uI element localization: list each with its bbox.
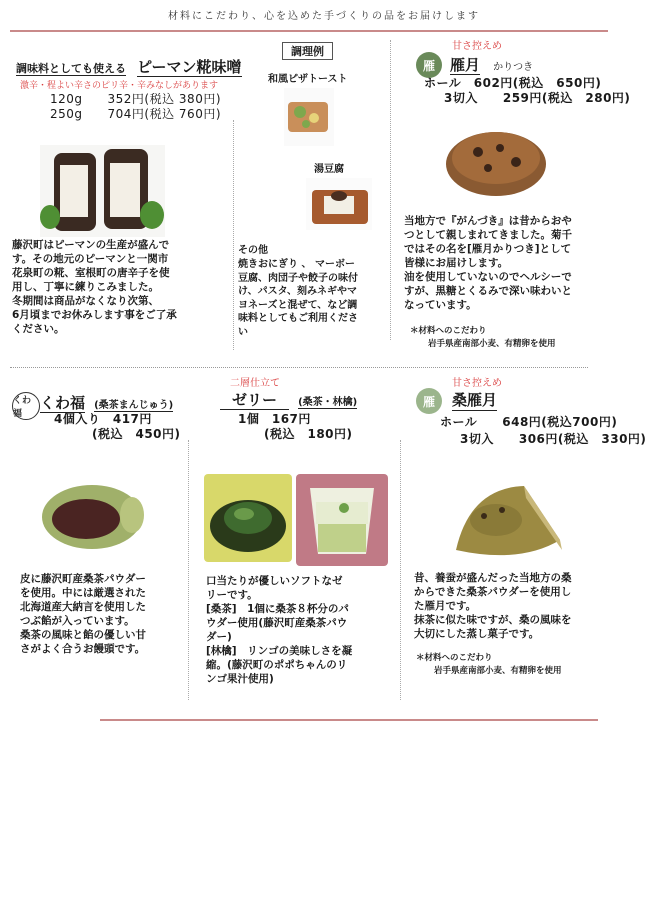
recipe-other-text: 焼きおにぎり 、 マーボー 豆腐、肉団子や餃子の味付 け、パスタ、刻みネギやマ ヨネーズと混ぜて、など調 味料としてもご利用くださ い: [238, 259, 358, 338]
kuwafuku-name: くわ福: [40, 394, 86, 412]
recipe-item-tofu: 湯豆腐: [314, 164, 344, 175]
kuwafuku-price: 4個入り 417円: [54, 412, 152, 426]
karigetsu-tag: 甘さ控えめ: [452, 41, 502, 52]
kuwakarigetsu-name: 桑雁月: [452, 391, 498, 409]
jelly-sub: (桑茶・林檎): [298, 397, 358, 408]
karigetsu-title: [450, 54, 533, 75]
tagline: 材料にこだわり、心を込めた手づくりの品をお届けします: [168, 11, 480, 22]
jelly-ringo-photo: [296, 474, 388, 566]
recipe-item-pizza: 和風ピザトースト: [268, 74, 348, 85]
jelly-price-tax: (税込 180円): [264, 427, 353, 441]
piman-spice-line: 激辛・程よい辛さのピリ辛・辛みなしがあります: [20, 81, 219, 91]
piman-name: ピーマン糀味噌: [137, 58, 242, 76]
bottom-divider: [100, 719, 598, 721]
kuwafuku-manju-photo: [40, 475, 146, 553]
karigetsu-description: 当地方で『がんづき』は昔からおや つとして親しまれてきました。菊千 ではその名を[雁月かりつき]として 皆様にお届けします。 油を使用していないのでヘルシーで すが、黒糖とくるみで深い味わいと なっています。: [404, 215, 572, 311]
karigetsu-note: 岩手県産南部小麦、有精卵を使用: [428, 339, 556, 349]
piman-price-120: 120g 352円(税込 380円): [50, 92, 222, 106]
yudofu-photo: [306, 178, 372, 230]
kuwakarigetsu-price-whole: ホール 648円(税込700円): [440, 415, 618, 429]
kuwakarigetsu-price-3: 3切入 306円(税込 330円): [460, 432, 647, 446]
piman-prefix: 調味料としても使える: [16, 62, 126, 75]
kuwakarigetsu-note-title: ＊材料へのこだわり: [416, 653, 493, 663]
divider-v2: [390, 40, 391, 340]
jelly-description: 口当たりが優しいソフトなゼ リーです。 [桑茶] 1個に桑茶８杯分のパ ウダー使用(藤沢町産桑茶パウ ダー) [林檎] リンゴの美味しさを凝 縮。(藤沢町のポポちゃんのリ ンゴ果汁使用): [206, 575, 353, 685]
karigetsu-name: 雁月: [450, 56, 481, 74]
jelly-name: ゼリー: [220, 391, 289, 410]
kuwakarigetsu-tag: 甘さ控えめ: [452, 378, 502, 389]
kuwakarigetsu-cake-photo: [450, 480, 566, 562]
kuwafuku-sub: (桑茶まんじゅう): [94, 400, 174, 411]
kuwafuku-seal-icon: くわ福: [12, 392, 40, 420]
piman-price-250: 250g 704円(税込 760円): [50, 107, 222, 121]
piman-description: 藤沢町はピーマンの生産が盛んで す。その地元のピーマンと一関市 花泉町の糀、室根町の唐辛子を使 用し、丁寧に練りこみました。 冬期間は商品がなくなり次第、 6月頃までお休みします事をご了承 ください。: [12, 239, 177, 335]
kuwakarigetsu-seal-icon: 雁: [416, 388, 442, 414]
pizza-toast-photo: [284, 88, 334, 146]
kuwafuku-price-tax: (税込 450円): [92, 427, 181, 441]
karigetsu-price-whole: ホール 602円(税込 650円): [424, 76, 602, 90]
karigetsu-seal-icon: 雁: [416, 52, 442, 78]
recipe-label: 調理例: [282, 42, 333, 60]
divider-v3: [188, 440, 189, 700]
kuwakarigetsu-description: 昔、養蚕が盛んだった当地方の桑 からできた桑茶パウダーを使用し た雁月です。 抹茶に似た味ですが、桑の風味を 大切にした蒸し菓子です。: [414, 572, 572, 640]
top-divider: [10, 30, 608, 32]
divider-v1: [233, 120, 234, 350]
karigetsu-sub: かりつき: [493, 62, 534, 73]
jelly-price: 1個 167円: [238, 412, 311, 426]
jelly-title: [220, 389, 357, 410]
karigetsu-note-title: ＊材料へのこだわり: [410, 326, 487, 336]
jelly-tag: 二層仕立て: [230, 378, 280, 389]
recipe-other-title: その他: [238, 245, 268, 256]
piman-miso-photo: [40, 145, 165, 237]
karigetsu-price-3: 3切入 259円(税込 280円): [444, 91, 631, 105]
divider-v4: [400, 440, 401, 700]
kuwafuku-description: 皮に藤沢町産桑茶パウダー を使用。中には厳選された 北海道産大納言を使用した つぶ餡が入っています。 桑茶の風味と餡の優しい甘 さがよく合うお饅頭です。: [20, 573, 146, 655]
piman-title: [16, 56, 242, 77]
jelly-kuwacha-photo: [204, 474, 292, 562]
kuwakarigetsu-note: 岩手県産南部小麦、有精卵を使用: [434, 666, 562, 676]
karigetsu-cake-photo: [442, 118, 550, 198]
middle-divider: [10, 367, 588, 368]
